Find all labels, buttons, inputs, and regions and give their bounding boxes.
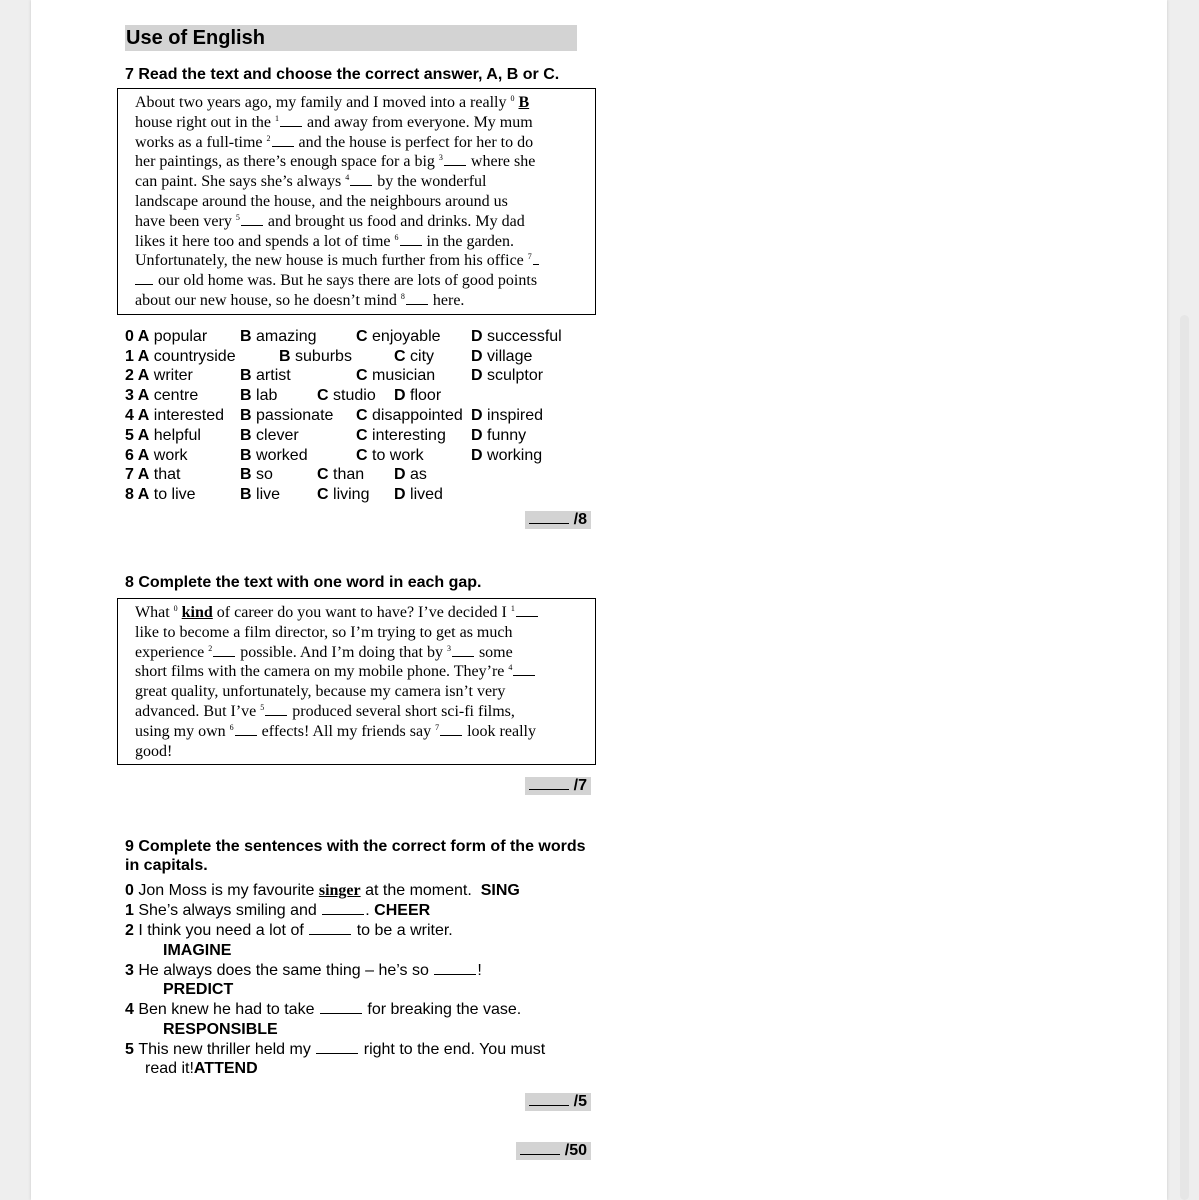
gap-4[interactable] [320,1013,362,1014]
option-letter: D [471,347,483,365]
section-title: Use of English [125,25,577,51]
option-text: that [153,466,181,484]
option-1-b[interactable] [279,347,352,367]
option-row-3 [125,386,590,406]
example-answer: kind [181,603,213,621]
gap-2[interactable] [272,146,294,147]
gap-2[interactable] [213,656,235,657]
gap-4[interactable] [350,185,372,186]
sentence-3: 3 He always does the same thing – he’s so ! [125,961,482,979]
option-text: musician [372,367,436,385]
sentence-0: 0 Jon Moss is my favourite singer at the moment. SING [125,882,520,900]
option-6-d[interactable] [471,446,542,466]
option-letter: C [317,466,329,484]
option-6-c[interactable] [356,446,424,466]
option-text: countryside [153,347,236,365]
exercise-8-score [125,777,591,795]
option-letter: C [356,327,368,345]
option-letter: D [471,367,483,385]
text-line: her paintings, as there’s enough space for a big [135,153,435,171]
option-0-a[interactable] [125,327,207,347]
option-text: village [487,347,533,365]
option-5-c[interactable] [356,426,446,446]
option-letter: B [279,347,291,365]
text-line: What [135,603,170,621]
text-line: advanced. But I’ve [135,702,257,720]
option-0-c[interactable] [356,327,441,347]
gap-5[interactable] [265,715,287,716]
sentence-text: right to the end. You must [363,1040,546,1058]
option-text: lived [410,486,443,504]
text-line: of career do you want to have? I’ve decided I [216,603,507,621]
example-answer: B [518,94,530,111]
sentence-text: at the moment. [365,882,472,900]
sentence-text: read it! [145,1060,194,1078]
capital-word: CHEER [374,902,431,920]
option-text: interesting [372,426,446,444]
option-text: suburbs [295,347,352,365]
option-3-d[interactable] [394,386,441,406]
option-letter: B [240,387,252,405]
option-text: enjoyable [372,327,441,345]
total-score [125,1142,591,1160]
text-line: possible. And I’m doing that by [240,643,443,661]
option-7-c[interactable] [317,465,364,485]
option-text: studio [333,387,376,405]
option-row-2 [125,366,590,386]
text-line: can paint. She says she’s always [135,173,342,191]
gap-1[interactable] [280,126,302,127]
gap-3[interactable] [434,974,476,975]
text-line: our old home was. But he says there are lots of good points [158,272,538,290]
option-7-d[interactable] [394,465,427,485]
option-text: live [256,486,281,504]
option-6-a[interactable] [125,446,188,466]
sentence-text: Ben knew he had to take [138,1001,315,1019]
option-row-0 [125,327,590,347]
option-3-a[interactable] [125,386,198,406]
option-4-c[interactable] [356,406,463,426]
gap-2[interactable] [309,934,351,935]
option-letter: 0 A [125,327,150,345]
text-line: look really [467,722,536,740]
option-letter: 2 A [125,367,150,385]
text-line: and brought us food and drinks. My dad [267,212,525,230]
option-text: living [333,486,370,504]
option-letter: C [356,426,368,444]
option-3-b[interactable] [240,386,277,406]
option-letter: B [240,486,252,504]
option-letter: 8 A [125,486,150,504]
capital-word: PREDICT [163,981,234,999]
option-1-c[interactable] [394,347,434,367]
sentence-2: 2 I think you need a lot of to be a writer. [125,921,453,939]
option-letter: 6 A [125,446,150,464]
option-letter: B [240,446,252,464]
option-text: city [410,347,435,365]
option-1-d[interactable] [471,347,532,367]
gap-6[interactable] [235,735,257,736]
option-4-a[interactable] [125,406,224,426]
option-text: successful [487,327,562,345]
text-line: works as a full-time [135,133,263,151]
option-text: to live [153,486,196,504]
sentence-text: This new thriller held my [138,1040,311,1058]
text-line: like to become a film director, so I’m trying to get as much [135,623,513,641]
text-line: about our new house, so he doesn’t mind [135,291,397,309]
option-letter: B [240,367,252,385]
worksheet [125,25,590,1160]
option-5-d[interactable] [471,426,526,446]
text-line: likes it here too and spends a lot of time [135,232,391,250]
option-text: than [333,466,365,484]
sentence-1: 1 She’s always smiling and . CHEER [125,902,431,920]
text-line: where she [470,153,536,171]
gap-3[interactable] [452,656,474,657]
option-letter: 5 A [125,426,150,444]
text-line: Unfortunately, the new house is much further from his office [135,252,524,270]
text-line: short films with the camera on my mobile phone. They’re [135,663,505,681]
option-letter: 1 A [125,347,150,365]
exercise-8-title: 8 Complete the text with one word in each gap. [125,573,482,591]
capital-word: RESPONSIBLE [163,1020,278,1038]
option-4-d[interactable] [471,406,543,426]
exercise-7-title: 7 Read the text and choose the correct answer, A, B or C. [125,66,560,83]
option-letter: B [240,466,252,484]
option-text: inspired [487,406,544,424]
option-row-1 [125,347,590,367]
option-letter: C [356,406,368,424]
option-letter: C [394,347,406,365]
exercise-7-score [125,511,591,529]
capital-word: ATTEND [193,1060,258,1078]
option-row-6 [125,446,590,466]
option-text: worked [256,446,308,464]
text-line: by the wonderful [377,173,487,191]
score-value: /50 [561,1142,589,1160]
score-value: /5 [570,1093,589,1111]
option-row-5 [125,426,590,446]
option-8-b[interactable] [240,485,280,505]
sentence-text: Jon Moss is my favourite [138,882,315,900]
option-letter: D [394,486,406,504]
option-text: passionate [256,406,334,424]
text-line: effects! All my friends say [261,722,432,740]
option-row-8 [125,485,590,505]
option-text: artist [256,367,291,385]
option-letter: D [394,466,406,484]
option-text: floor [410,387,442,405]
option-2-b[interactable] [240,366,291,386]
text-line: here. [432,291,465,309]
gap-7[interactable] [533,264,539,265]
sentence-text: He always does the same thing – he’s so [138,961,429,979]
option-text: clever [256,426,299,444]
option-0-b[interactable] [240,327,317,347]
option-letter: D [471,426,483,444]
option-row-7 [125,465,590,485]
text-line: landscape around the house, and the neighbours around us [135,192,508,210]
option-letter: B [240,406,252,424]
exercise-7-options [125,327,590,505]
capital-word: SING [480,882,520,900]
option-letter: D [471,327,483,345]
sentence-text: for breaking the vase. [367,1001,522,1019]
gap-7-cont[interactable] [135,284,153,285]
sentence-5: 5 This new thriller held my right to the end. You must [125,1040,546,1058]
option-2-c[interactable] [356,366,435,386]
option-5-a[interactable] [125,426,201,446]
text-line: house right out in the [135,113,271,131]
text-line: and the house is perfect for her to do [298,133,534,151]
option-text: to work [372,446,424,464]
option-letter: B [240,327,252,345]
text-line: good! [135,742,173,760]
option-text: amazing [256,327,317,345]
example-answer: singer [318,882,361,900]
scrollbar-track[interactable] [1180,315,1189,1200]
option-7-a[interactable] [125,465,180,485]
sentence-text: I think you need a lot of [138,921,304,939]
text-line: produced several short sci-fi films, [292,702,515,720]
option-text: writer [153,367,193,385]
gap-1[interactable] [322,914,364,915]
text-line: great quality, unfortunately, because my camera isn’t very [135,683,506,701]
option-8-c[interactable] [317,485,369,505]
text-line: experience [135,643,205,661]
option-letter: D [471,406,483,424]
text-line: and away from everyone. My mum [306,113,533,131]
gap-7[interactable] [440,735,462,736]
option-text: sculptor [487,367,544,385]
option-text: interested [153,406,225,424]
sentence-text: to be a writer. [356,921,453,939]
document-page [31,0,1167,1200]
option-letter: D [394,387,406,405]
option-text: lab [256,387,278,405]
score-value: /7 [570,777,589,795]
text-line: using my own [135,722,226,740]
option-text: working [487,446,543,464]
option-letter: 7 A [125,466,150,484]
option-6-b[interactable] [240,446,308,466]
option-text: funny [487,426,527,444]
option-4-b[interactable] [240,406,333,426]
option-letter: C [317,387,329,405]
gap-4[interactable] [513,675,535,676]
gap-1[interactable] [516,616,538,617]
exercise-8-text-box: What $^0$ kind of career do you want to have? I’ve decided I $^1$ like to become a film director, so I’m trying to get as much experience $^2$ possible. And I’m doing that by $^3$ some short films with the camera on my mobile phone. They’re $^4$ great quality, unfortunately, because my camera isn’t very advanced. But I’ve $^5$ produced several short sci-fi films, using my own $^6$ effects! All my friends say $^7$ look really good! [117,598,596,765]
option-text: so [256,466,273,484]
option-8-a[interactable] [125,485,196,505]
text-line: have been very [135,212,232,230]
option-text: centre [153,387,199,405]
exercise-9-sentences [125,881,590,1079]
option-text: helpful [153,426,201,444]
option-7-b[interactable] [240,465,273,485]
exercise-7-text-box: About two years ago, my family and I moved into a really $^0$ B house right out in the $^1$ and away from everyone. My mum works as a full-time $^2$ and the house is perfect for her to do her paintings, as there’s enough space for a big $^3$ where she can paint. She says she’s always $^4$ by the wonderful landscape around the house, and the neighbours around us have been very $^5$ and brought us food and drinks. My dad likes it here too and spends a lot of time $^6$ in the garden. Unfortunately, the new house is much further from his office $^7$ our old home was. But he says there are lots of good points about our new house, so he doesn’t mind $^8$ here. [117,88,596,315]
option-2-a[interactable] [125,366,193,386]
option-8-d[interactable] [394,485,443,505]
option-1-a[interactable] [125,347,236,367]
text-line: some [478,643,513,661]
option-2-d[interactable] [471,366,543,386]
option-text: as [410,466,427,484]
sentence-4: 4 Ben knew he had to take for breaking the vase. [125,1001,522,1019]
option-letter: D [471,446,483,464]
option-letter: C [356,446,368,464]
exercise-9-title: 9 Complete the sentences with the correct form of the words in capitals. [125,838,586,875]
option-5-b[interactable] [240,426,299,446]
score-value: /8 [570,511,589,529]
text-line: in the garden. [426,232,515,250]
sentence-text: She’s always smiling and [138,902,317,920]
option-3-c[interactable] [317,386,376,406]
option-row-4 [125,406,590,426]
text-line: About two years ago, my family and I moved into a really [135,94,507,111]
gap-3[interactable] [444,165,466,166]
option-letter: 3 A [125,387,150,405]
capital-word: IMAGINE [163,941,232,959]
option-letter: B [240,426,252,444]
option-text: disappointed [372,406,463,424]
gap-5[interactable] [316,1053,358,1054]
option-letter: 4 A [125,406,150,424]
gap-6[interactable] [400,245,422,246]
option-text: popular [153,327,208,345]
option-letter: C [356,367,368,385]
option-0-d[interactable] [471,327,562,347]
exercise-9-score [125,1093,591,1111]
gap-8[interactable] [406,304,428,305]
option-text: work [153,446,188,464]
gap-5[interactable] [241,225,263,226]
option-letter: C [317,486,329,504]
